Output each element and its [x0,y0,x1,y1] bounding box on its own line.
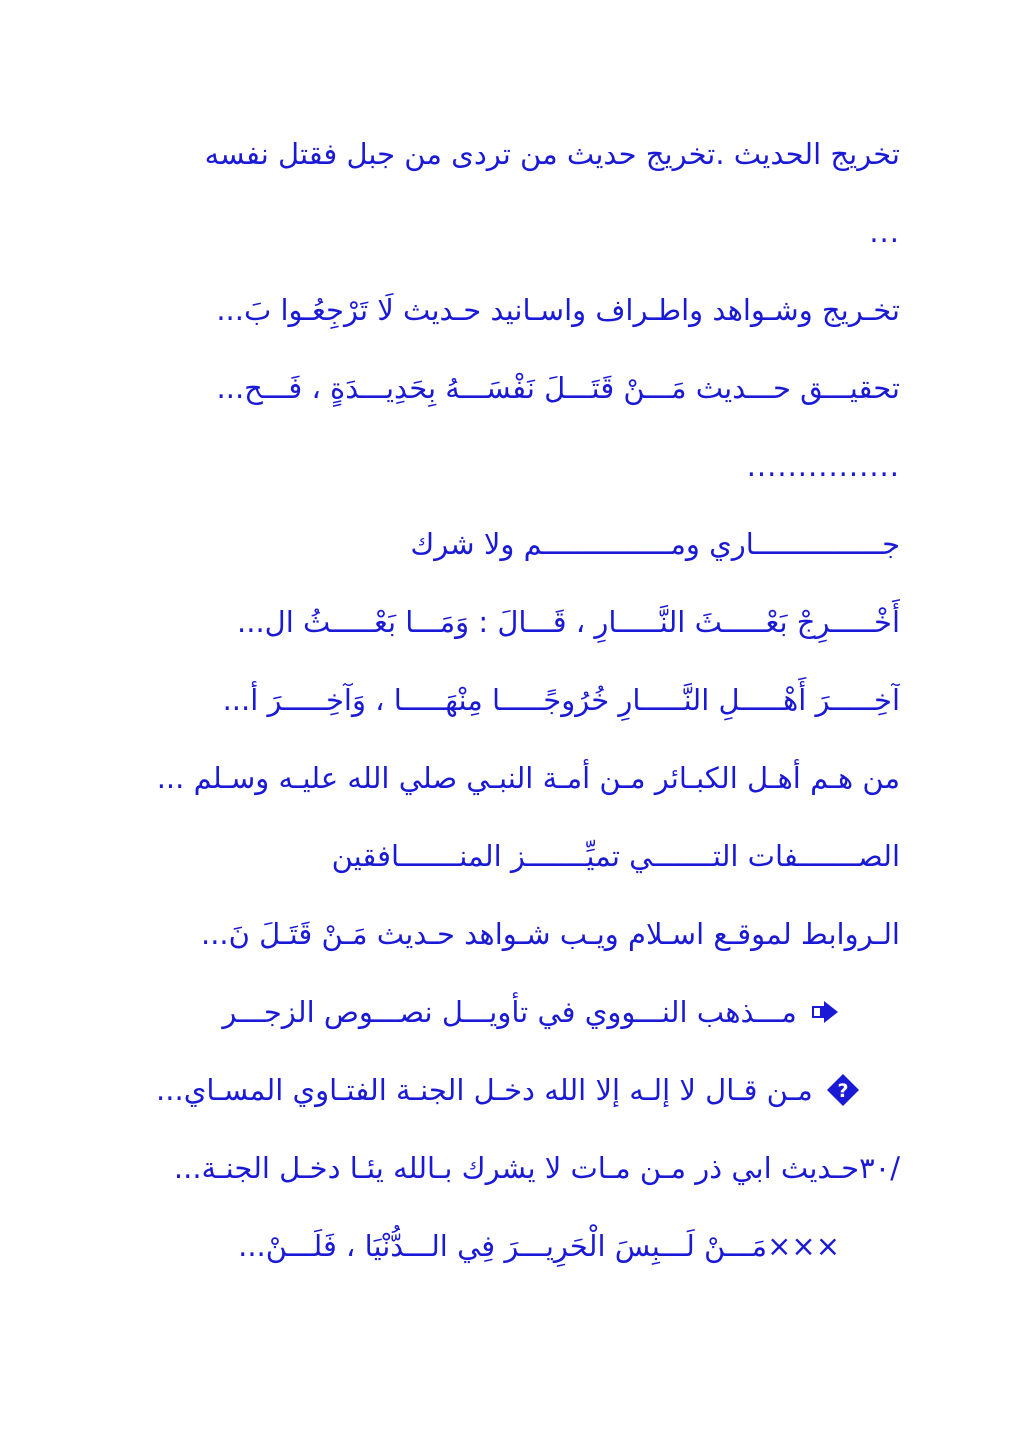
link-text[interactable]: ............... [746,449,900,483]
link-row-11[interactable] [120,902,900,980]
link-text[interactable]: مـن قـال لا إلـه إلا الله دخـل الجنـة الفتـاوي المسـاي... [156,1073,813,1107]
link-row-8[interactable] [120,668,900,746]
link-text[interactable]: آخِـــــرَ أَهْـــــلِ النَّـــــارِ خُرُوجًـــــا مِنْهَـــــا ، وَآخِـــــرَ أ... [222,683,900,717]
link-row-14[interactable] [120,1136,900,1214]
link-row-10[interactable] [120,824,900,902]
link-row-15[interactable] [120,1214,900,1292]
link-text[interactable]: ... [869,215,900,249]
link-row-9[interactable] [120,746,900,824]
svg-text:?: ? [837,1080,849,1102]
link-text[interactable]: مـــذهب النـــووي في تأويـــل نصـــوص الزجـــر [222,995,797,1029]
link-row-4[interactable] [120,356,900,434]
link-text[interactable]: من هـم أهـل الكبـائر مـن أمـة النبـي صلي الله عليـه وسـلم ... [156,761,900,795]
link-text[interactable]: تحقيـــق حـــديث مَـــنْ قَتَـــلَ نَفْسَـــهُ بِحَدِيـــدَةٍ ، فَـــح... [216,371,900,405]
link-text[interactable]: تخريج الحديث .تخريج حديث من تردى من جبل فقتل نفسه [204,137,900,171]
link-row-6[interactable] [120,512,900,590]
question-diamond-icon [826,1073,860,1107]
link-row-12[interactable] [120,980,900,1058]
link-row-2[interactable] [120,200,900,278]
link-text[interactable]: الـروابط لموقـع اسـلام ويـب شـواهد حـديث مَـنْ قَتَـلَ نَ... [200,917,900,951]
arrow-right-icon [810,1000,840,1024]
link-text[interactable]: /٣٠حـديث ابي ذر مـن مـات لا يشرك بـالله يئـا دخـل الجنـة... [173,1151,900,1185]
link-row-7[interactable] [120,590,900,668]
link-text[interactable]: تخـريج وشـواهد واطـراف واسـانيد حـديث لَا تَرْجِعُـوا بَ... [216,293,900,327]
link-row-3[interactable] [120,278,900,356]
link-list [120,122,900,1292]
link-text[interactable]: جـــــــــــــــاري ومـــــــــــــــم ولا شرك [410,527,900,561]
link-row-1[interactable] [120,122,900,200]
link-text[interactable]: أَخْـــــرِجْ بَعْـــــثَ النَّـــــارِ ، قَـــالَ : وَمَـــا بَعْـــــثُ ال... [237,605,900,639]
link-row-5[interactable] [120,434,900,512]
link-text[interactable]: ×××مَـــنْ لَـــبِسَ الْحَرِيـــرَ فِي الـــدُّنْيَا ، فَلَـــنْ... [238,1229,840,1263]
link-text[interactable]: الصـــــــفات التـــــــي تميِّـــــــز المنـــــــافقين [331,839,900,873]
link-row-13[interactable] [120,1058,900,1136]
